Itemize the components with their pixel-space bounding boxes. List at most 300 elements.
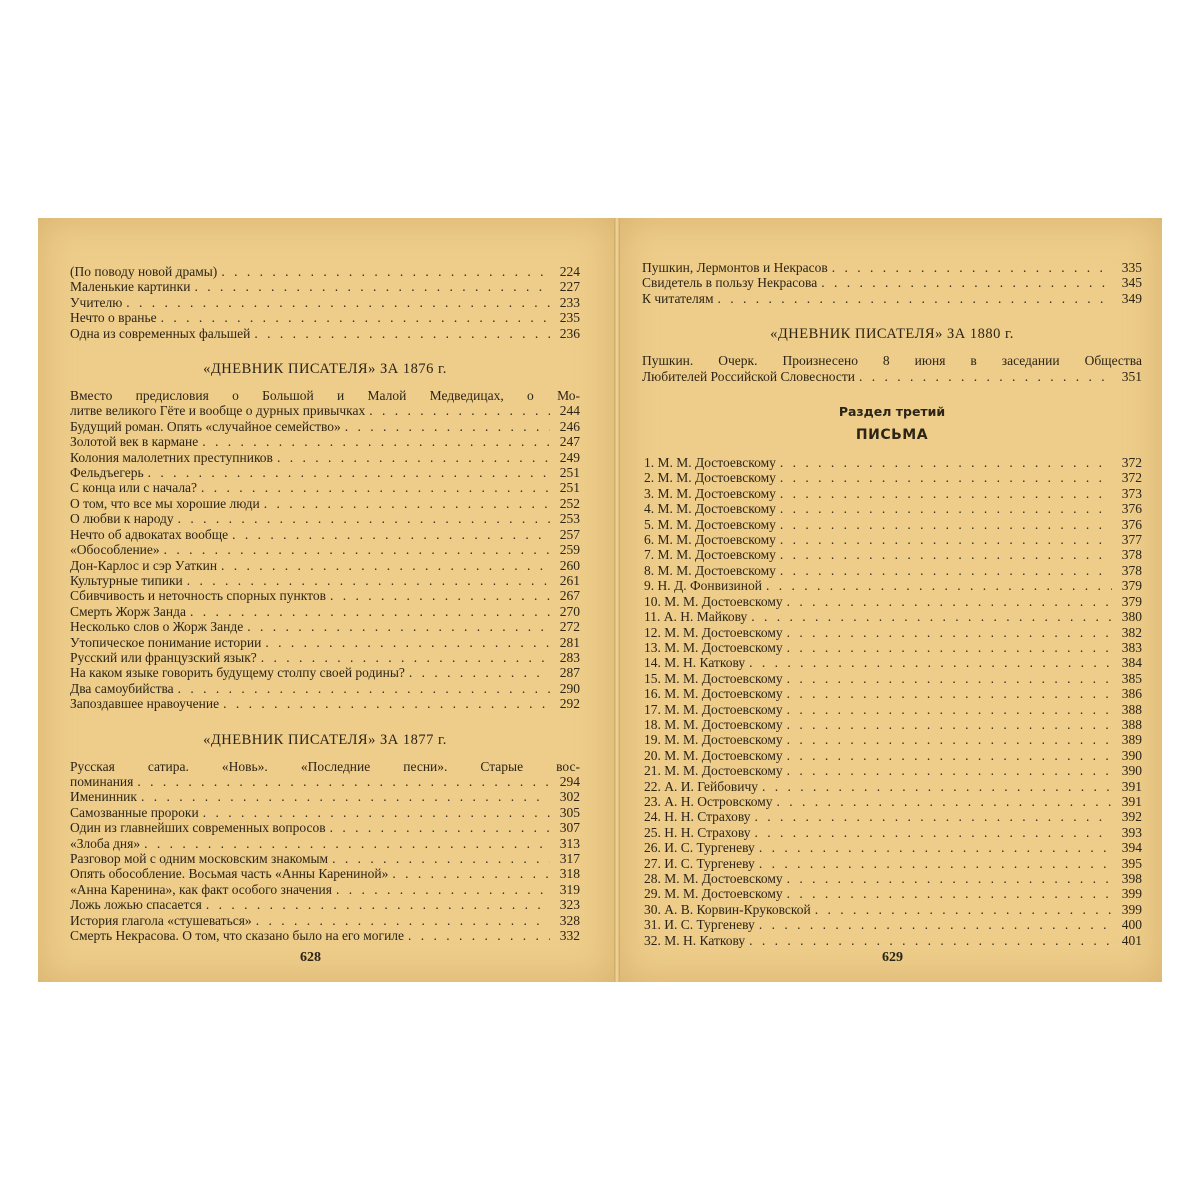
toc-entry-page: 382 xyxy=(1121,624,1142,640)
toc-entry-title: Несколько слов о Жорж Занде xyxy=(70,619,244,635)
toc-entry-title: Фельдъегерь xyxy=(70,465,144,481)
toc-entry-title-line2: Любителей Российской Словесности xyxy=(642,368,855,384)
toc-entry-page: 305 xyxy=(559,804,580,820)
toc-entry xyxy=(642,825,1142,840)
toc-entry-page: 328 xyxy=(559,912,580,928)
toc-entry xyxy=(70,696,580,711)
leader-dots xyxy=(256,913,550,928)
leader-dots xyxy=(144,836,550,851)
toc-entry xyxy=(642,840,1142,855)
leader-dots xyxy=(780,517,1112,532)
toc-entry-page: 345 xyxy=(1121,275,1142,291)
leader-dots xyxy=(178,511,550,526)
toc-entry-title: 17. М. М. Достоевскому xyxy=(644,701,783,717)
toc-entry xyxy=(70,542,580,557)
toc-entry-title: О любви к народу xyxy=(70,511,174,527)
toc-entry-page: 283 xyxy=(559,649,580,665)
leader-dots xyxy=(392,866,550,881)
letters-list xyxy=(642,455,1142,948)
leader-dots xyxy=(787,702,1112,717)
toc-entry-page: 380 xyxy=(1121,609,1142,625)
right-toc-column xyxy=(642,260,1142,948)
toc-entry-title: (По поводу новой драмы) xyxy=(70,264,218,279)
toc-entry-page: 398 xyxy=(1121,871,1142,886)
toc-entry xyxy=(642,748,1142,763)
section-heading-1877: «ДНЕВНИК ПИСАТЕЛЯ» ЗА 1877 г. xyxy=(203,731,447,748)
toc-entry xyxy=(642,353,1142,384)
toc-entry-page: 332 xyxy=(559,928,580,944)
toc-entry-title: Золотой век в кармане xyxy=(70,434,199,450)
toc-entry xyxy=(70,928,580,943)
toc-entry-title: 27. И. С. Тургеневу xyxy=(644,855,755,871)
toc-entry xyxy=(642,455,1142,470)
leader-dots xyxy=(336,882,550,897)
toc-entry-title: Два самоубийства xyxy=(70,680,174,696)
leader-dots xyxy=(780,486,1112,501)
leader-dots xyxy=(787,732,1112,747)
toc-entry xyxy=(642,871,1142,886)
toc-entry xyxy=(642,486,1142,501)
leader-dots xyxy=(161,310,550,325)
toc-entry-title: Именинник xyxy=(70,789,137,805)
toc-entry-page: 377 xyxy=(1121,532,1142,548)
leader-dots xyxy=(780,455,1112,470)
toc-entry-page: 388 xyxy=(1121,716,1142,732)
toc-entry-title: 23. А. Н. Островскому xyxy=(644,793,773,809)
leader-dots xyxy=(766,578,1112,593)
leader-dots xyxy=(223,696,550,711)
leader-dots xyxy=(137,774,550,789)
leader-dots xyxy=(206,897,550,912)
leader-dots xyxy=(178,681,550,696)
toc-entry-title: 21. М. М. Достоевскому xyxy=(644,763,783,779)
leader-dots xyxy=(194,279,550,294)
toc-entry-page: 383 xyxy=(1121,639,1142,655)
toc-entry-title: 3. М. М. Достоевскому xyxy=(644,485,776,501)
toc-entry-page: 400 xyxy=(1121,917,1142,933)
toc-entry-title: 31. И. С. Тургеневу xyxy=(644,917,755,933)
toc-entry-page: 319 xyxy=(559,881,580,897)
toc-entry-page: 252 xyxy=(559,495,580,511)
toc-entry-title-line2: литве великого Гёте и вообще о дурных привычках xyxy=(70,403,366,419)
toc-group-top xyxy=(70,264,580,341)
leader-dots xyxy=(780,547,1112,562)
toc-entry-title: Пушкин, Лермонтов и Некрасов xyxy=(642,260,828,275)
toc-entry-title: 13. М. М. Достоевскому xyxy=(644,639,783,655)
toc-entry-title: 2. М. М. Достоевскому xyxy=(644,470,776,486)
leader-dots xyxy=(787,640,1112,655)
toc-entry-title: «Злоба дня» xyxy=(70,835,141,851)
toc-entry-page: 227 xyxy=(559,279,580,295)
toc-entry-title: 14. М. Н. Каткову xyxy=(644,655,746,671)
book-spread xyxy=(38,218,1162,982)
toc-entry-title-line1: Вместо предисловия о Большой и Малой Медведицах, о Мо- xyxy=(70,388,580,404)
toc-entry-title-line1: Пушкин. Очерк. Произнесено 8 июня в заседании Общества xyxy=(642,353,1142,369)
toc-entry xyxy=(642,563,1142,578)
toc-entry-page: 318 xyxy=(559,866,580,882)
toc-entry-page: 251 xyxy=(559,480,580,496)
toc-entry-page: 272 xyxy=(559,619,580,635)
toc-entry-page: 384 xyxy=(1121,655,1142,671)
toc-entry xyxy=(642,291,1142,306)
leader-dots xyxy=(277,450,550,465)
leader-dots xyxy=(759,840,1112,855)
toc-entry-page: 281 xyxy=(559,634,580,650)
toc-entry xyxy=(70,897,580,912)
toc-group-1877 xyxy=(70,789,580,943)
toc-entry-page: 372 xyxy=(1121,470,1142,486)
toc-entry-title: 22. А. И. Гейбовичу xyxy=(644,778,758,794)
toc-entry xyxy=(642,809,1142,824)
leader-dots xyxy=(203,805,550,820)
toc-entry-title: О том, что все мы хорошие люди xyxy=(70,495,260,511)
toc-entry xyxy=(642,902,1142,917)
toc-entry xyxy=(70,388,580,419)
section-heading-1876: «ДНЕВНИК ПИСАТЕЛЯ» ЗА 1876 г. xyxy=(203,361,447,378)
toc-entry-title: 19. М. М. Достоевскому xyxy=(644,732,783,748)
toc-entry-page: 267 xyxy=(559,588,580,604)
leader-dots xyxy=(330,588,550,603)
toc-entry-title: Будущий роман. Опять «случайное семейство» xyxy=(70,418,341,434)
toc-entry-title: С конца или с начала? xyxy=(70,480,198,496)
toc-entry xyxy=(70,419,580,434)
toc-entry-page: 313 xyxy=(559,835,580,851)
toc-entry-title: Смерть Некрасова. О том, что сказано было на его могиле xyxy=(70,928,405,944)
toc-entry-title: Самозванные пророки xyxy=(70,804,199,820)
toc-entry-title: 8. М. М. Достоевскому xyxy=(644,562,776,578)
leader-dots xyxy=(759,917,1112,932)
toc-entry-page: 385 xyxy=(1121,670,1142,686)
toc-entry-page: 270 xyxy=(559,603,580,619)
toc-entry xyxy=(642,260,1142,275)
toc-entry xyxy=(70,851,580,866)
toc-entry-page: 247 xyxy=(559,434,580,450)
toc-entry-title: 16. М. М. Достоевскому xyxy=(644,686,783,702)
toc-entry-page: 292 xyxy=(559,696,580,712)
toc-entry-page: 335 xyxy=(1121,260,1142,275)
toc-entry-page: 259 xyxy=(559,542,580,558)
toc-entry-page: 253 xyxy=(559,511,580,527)
leader-dots xyxy=(261,650,550,665)
leader-dots xyxy=(777,794,1112,809)
toc-entry-title: 10. М. М. Достоевскому xyxy=(644,593,783,609)
toc-entry-title: 5. М. М. Достоевскому xyxy=(644,516,776,532)
toc-entry xyxy=(70,836,580,851)
toc-entry-page: 379 xyxy=(1121,578,1142,594)
toc-entry xyxy=(70,759,580,790)
toc-entry-page: 379 xyxy=(1121,593,1142,609)
toc-entry xyxy=(70,496,580,511)
toc-entry xyxy=(70,681,580,696)
toc-entry-title: 7. М. М. Достоевскому xyxy=(644,547,776,563)
toc-entry-page: 290 xyxy=(559,680,580,696)
leader-dots xyxy=(787,594,1112,609)
toc-entry xyxy=(70,665,580,680)
toc-entry-title: 9. Н. Д. Фонвизиной xyxy=(644,578,762,594)
toc-entry xyxy=(642,671,1142,686)
leader-dots xyxy=(787,671,1112,686)
leader-dots xyxy=(787,625,1112,640)
toc-entry-page: 393 xyxy=(1121,824,1142,840)
toc-entry-title: Нечто об адвокатах вообще xyxy=(70,526,229,542)
toc-entry-title: Нечто о вранье xyxy=(70,310,157,326)
toc-entry-page: 244 xyxy=(559,403,580,419)
leader-dots xyxy=(717,291,1112,306)
toc-entry-page: 249 xyxy=(559,449,580,465)
toc-entry xyxy=(642,532,1142,547)
toc-entry-page: 391 xyxy=(1121,793,1142,809)
leader-dots xyxy=(254,326,550,341)
leader-dots xyxy=(409,665,550,680)
toc-entry-page: 372 xyxy=(1121,455,1142,471)
toc-entry xyxy=(642,517,1142,532)
toc-entry-page: 390 xyxy=(1121,763,1142,779)
toc-entry-title: 6. М. М. Достоевскому xyxy=(644,532,776,548)
toc-entry xyxy=(642,625,1142,640)
leader-dots xyxy=(780,470,1112,485)
leader-dots xyxy=(264,496,550,511)
leader-dots xyxy=(780,501,1112,516)
toc-entry-page: 378 xyxy=(1121,562,1142,578)
toc-entry xyxy=(70,635,580,650)
toc-entry-title-line2: поминания xyxy=(70,773,134,789)
toc-entry-page: 395 xyxy=(1121,855,1142,871)
toc-entry-title: 26. И. С. Тургеневу xyxy=(644,840,755,856)
toc-entry xyxy=(642,275,1142,290)
toc-entry-title: Опять обособление. Восьмая часть «Анны Карениной» xyxy=(70,866,389,882)
leader-dots xyxy=(126,295,550,310)
leader-dots xyxy=(815,902,1112,917)
toc-entry-page: 386 xyxy=(1121,686,1142,702)
leader-dots xyxy=(780,563,1112,578)
toc-entry-title: Дон-Карлос и сэр Уаткин xyxy=(70,557,218,573)
part-subtitle: ПИСЬМА xyxy=(855,427,929,444)
toc-entry-page: 399 xyxy=(1121,886,1142,902)
toc-entry-page: 317 xyxy=(559,851,580,866)
toc-entry xyxy=(70,650,580,665)
toc-entry xyxy=(642,470,1142,485)
leader-dots xyxy=(141,789,550,804)
leader-dots xyxy=(749,933,1112,948)
leader-dots xyxy=(787,717,1112,732)
leader-dots xyxy=(787,748,1112,763)
toc-entry-page: 294 xyxy=(559,773,580,789)
left-toc-column xyxy=(70,264,580,943)
toc-entry-title: «Анна Каренина», как факт особого значения xyxy=(70,881,332,897)
toc-entry-title: Один из главнейших современных вопросов xyxy=(70,820,326,836)
toc-entry xyxy=(70,805,580,820)
toc-entry-page: 257 xyxy=(559,526,580,542)
right-page xyxy=(620,218,1162,982)
toc-entry-title: 12. М. М. Достоевскому xyxy=(644,624,783,640)
toc-entry xyxy=(642,686,1142,701)
toc-entry xyxy=(70,604,580,619)
leader-dots xyxy=(202,434,550,449)
toc-entry-page: 392 xyxy=(1121,809,1142,825)
part-title: Раздел третий xyxy=(838,404,946,420)
leader-dots xyxy=(369,403,550,418)
left-page xyxy=(38,218,614,982)
toc-group-1876 xyxy=(70,419,580,712)
toc-entry xyxy=(70,434,580,449)
leader-dots xyxy=(762,779,1112,794)
toc-entry-title: На каком языке говорить будущему столпу своей родины? xyxy=(70,665,405,681)
toc-entry xyxy=(642,609,1142,624)
toc-entry-title: Разговор мой с одним московским знакомым xyxy=(70,851,329,866)
leader-dots xyxy=(330,820,550,835)
toc-entry-title: Культурные типики xyxy=(70,572,183,588)
toc-entry xyxy=(70,820,580,835)
leader-dots xyxy=(780,532,1112,547)
toc-entry-page: 394 xyxy=(1121,840,1142,856)
toc-entry xyxy=(70,558,580,573)
toc-entry xyxy=(70,465,580,480)
toc-entry-page: 251 xyxy=(559,465,580,481)
toc-entry-title: Русский или французский язык? xyxy=(70,649,257,665)
toc-entry-title: 30. А. В. Корвин-Круковской xyxy=(644,901,811,917)
toc-entry xyxy=(70,279,580,294)
toc-entry xyxy=(642,779,1142,794)
toc-entry xyxy=(642,547,1142,562)
toc-entry-title: 28. М. М. Достоевскому xyxy=(644,871,783,886)
toc-entry-page: 323 xyxy=(559,897,580,913)
toc-entry-title: 32. М. Н. Каткову xyxy=(644,932,746,948)
page-number: 629 xyxy=(882,950,903,965)
toc-entry-title: «Обособление» xyxy=(70,542,160,558)
leader-dots xyxy=(759,856,1112,871)
page-number: 628 xyxy=(300,950,321,965)
toc-entry-title: 24. Н. Н. Страхову xyxy=(644,809,751,825)
leader-dots xyxy=(345,419,550,434)
toc-entry-title: Учителю xyxy=(70,294,123,310)
leader-dots xyxy=(787,871,1112,886)
leader-dots xyxy=(247,619,550,634)
toc-entry-page: 388 xyxy=(1121,701,1142,717)
toc-entry xyxy=(642,886,1142,901)
toc-entry-title: 11. А. Н. Майкову xyxy=(644,609,748,625)
leader-dots xyxy=(332,851,550,866)
toc-entry-page: 246 xyxy=(559,418,580,434)
toc-entry-title: Утопическое понимание истории xyxy=(70,634,262,650)
toc-entry xyxy=(642,501,1142,516)
toc-entry xyxy=(70,310,580,325)
toc-entry xyxy=(70,511,580,526)
toc-entry-title: Колония малолетних преступников xyxy=(70,449,273,465)
toc-entry-title: Маленькие картинки xyxy=(70,279,191,295)
leader-dots xyxy=(221,558,550,573)
toc-entry-page: 302 xyxy=(559,789,580,805)
leader-dots xyxy=(787,686,1112,701)
toc-entry-page: 235 xyxy=(559,310,580,326)
toc-entry-title: 20. М. М. Достоевскому xyxy=(644,747,783,763)
toc-entry xyxy=(642,702,1142,717)
toc-entry-page: 224 xyxy=(559,264,580,279)
toc-entry xyxy=(70,527,580,542)
leader-dots xyxy=(148,465,550,480)
toc-entry-page: 233 xyxy=(559,294,580,310)
leader-dots xyxy=(787,886,1112,901)
leader-dots xyxy=(755,825,1112,840)
toc-group-top xyxy=(642,260,1142,306)
toc-entry-title: Ложь ложью спасается xyxy=(70,897,202,913)
toc-entry-page: 287 xyxy=(559,665,580,681)
toc-entry-page: 236 xyxy=(559,325,580,341)
toc-entry-title: 15. М. М. Достоевскому xyxy=(644,670,783,686)
toc-entry-page: 401 xyxy=(1121,932,1142,948)
leader-dots xyxy=(408,928,550,943)
toc-entry-title: История глагола «стушеваться» xyxy=(70,912,252,928)
toc-entry-title: Смерть Жорж Занда xyxy=(70,603,186,619)
toc-entry-page: 307 xyxy=(559,820,580,836)
toc-entry-title: 4. М. М. Достоевскому xyxy=(644,501,776,517)
toc-entry xyxy=(642,640,1142,655)
leader-dots xyxy=(190,604,550,619)
toc-entry xyxy=(70,866,580,881)
toc-entry xyxy=(70,480,580,495)
leader-dots xyxy=(749,655,1112,670)
toc-entry xyxy=(70,619,580,634)
toc-entry xyxy=(642,933,1142,948)
toc-entry xyxy=(70,295,580,310)
toc-entry xyxy=(642,594,1142,609)
leader-dots xyxy=(787,763,1112,778)
toc-entry-page: 351 xyxy=(1121,368,1142,384)
toc-entry-page: 389 xyxy=(1121,732,1142,748)
toc-entry-title: 25. Н. Н. Страхову xyxy=(644,824,751,840)
toc-entry xyxy=(70,326,580,341)
toc-entry xyxy=(70,450,580,465)
leader-dots xyxy=(859,369,1112,384)
toc-entry xyxy=(642,917,1142,932)
toc-entry xyxy=(642,578,1142,593)
toc-entry-title: К читателям xyxy=(642,290,714,306)
leader-dots xyxy=(832,260,1112,275)
toc-entry-page: 390 xyxy=(1121,747,1142,763)
toc-entry-page: 378 xyxy=(1121,547,1142,563)
section-heading-1880: «ДНЕВНИК ПИСАТЕЛЯ» ЗА 1880 г. xyxy=(770,326,1014,343)
leader-dots xyxy=(821,275,1112,290)
toc-entry xyxy=(70,789,580,804)
toc-entry-page: 260 xyxy=(559,557,580,573)
leader-dots xyxy=(755,809,1112,824)
toc-entry xyxy=(70,264,580,279)
toc-entry xyxy=(70,882,580,897)
toc-entry-page: 399 xyxy=(1121,901,1142,917)
leader-dots xyxy=(221,264,550,279)
toc-entry-page: 391 xyxy=(1121,778,1142,794)
toc-entry xyxy=(642,655,1142,670)
leader-dots xyxy=(187,573,550,588)
toc-entry xyxy=(642,856,1142,871)
toc-entry xyxy=(642,794,1142,809)
toc-entry-page: 373 xyxy=(1121,485,1142,501)
toc-entry-title: 29. М. М. Достоевскому xyxy=(644,886,783,902)
toc-entry xyxy=(642,763,1142,778)
leader-dots xyxy=(164,542,550,557)
toc-entry-title: Свидетель в пользу Некрасова xyxy=(642,275,818,291)
toc-entry-page: 376 xyxy=(1121,501,1142,517)
toc-entry xyxy=(70,913,580,928)
toc-entry-title: 18. М. М. Достоевскому xyxy=(644,716,783,732)
toc-entry xyxy=(642,717,1142,732)
leader-dots xyxy=(201,480,550,495)
toc-entry-title: 1. М. М. Достоевскому xyxy=(644,455,776,471)
toc-entry-page: 376 xyxy=(1121,516,1142,532)
toc-entry-page: 261 xyxy=(559,572,580,588)
toc-entry xyxy=(70,588,580,603)
leader-dots xyxy=(751,609,1112,624)
toc-entry xyxy=(642,732,1142,747)
